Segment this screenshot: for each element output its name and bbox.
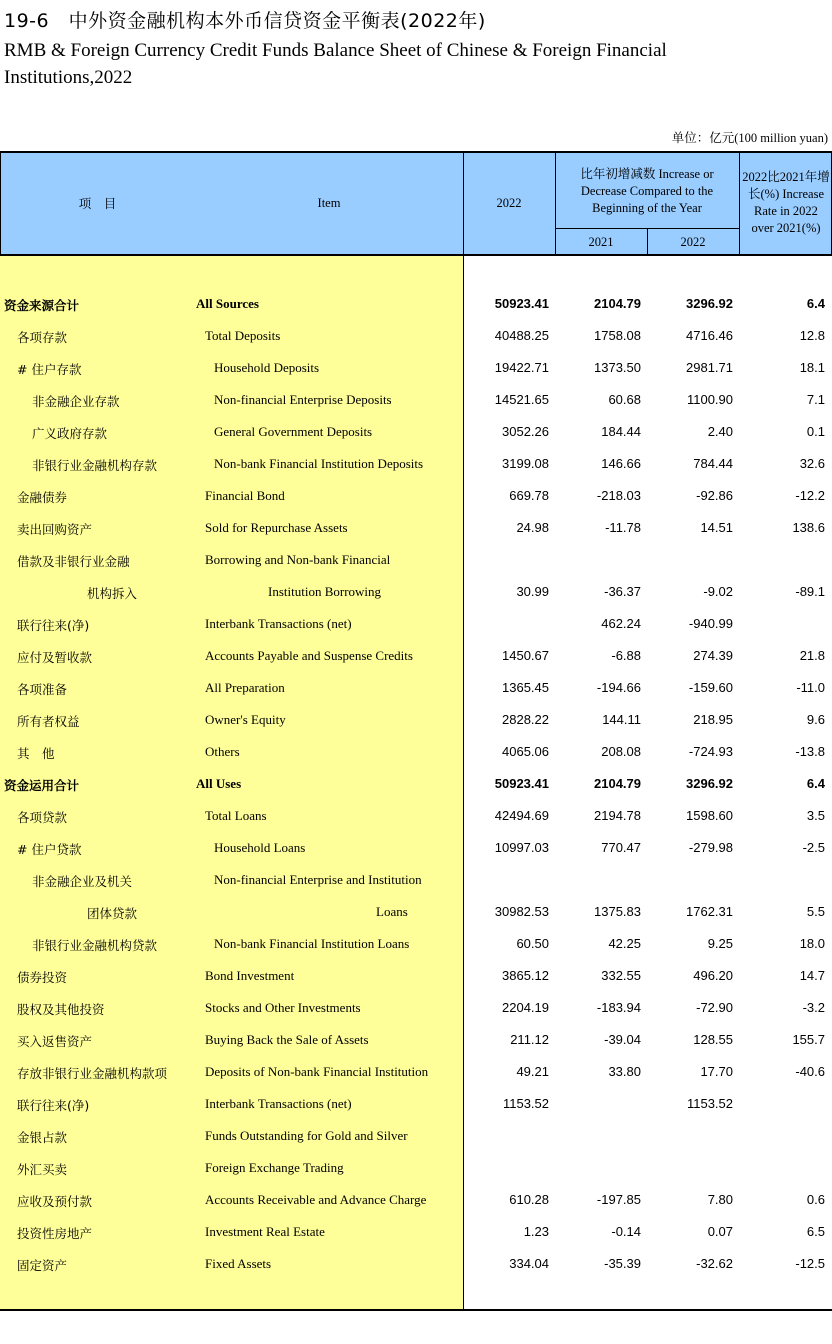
row-label-cn: 外汇买卖 — [17, 1162, 68, 1177]
increase-2021: 2104.79 — [594, 776, 641, 791]
row-label-en: All Uses — [196, 776, 242, 791]
value-2022: 60.50 — [516, 936, 549, 951]
increase-2021: -183.94 — [596, 1000, 641, 1015]
row-label-cn: 固定资产 — [17, 1258, 68, 1273]
header-increase-rate: 2022比2021年增长(%) Increase Rate in 2022 over 2021(%) — [742, 170, 830, 235]
increase-2022: 1762.31 — [686, 904, 733, 919]
increase-2022: -724.93 — [688, 744, 733, 759]
row-label-en: Buying Back the Sale of Assets — [205, 1032, 369, 1047]
table-row — [0, 448, 832, 480]
increase-2021: -11.78 — [605, 520, 641, 535]
value-2022: 50923.41 — [494, 776, 549, 791]
row-label-cn: 股权及其他投资 — [17, 1002, 105, 1017]
table-row — [0, 1120, 832, 1152]
increase-2021: 144.11 — [602, 712, 641, 727]
increase-rate: 6.4 — [806, 776, 825, 791]
value-2022: 42494.69 — [494, 808, 549, 823]
table-row — [0, 512, 832, 544]
value-2022: 10997.03 — [494, 840, 549, 855]
header-item-en: Item — [317, 195, 341, 210]
value-2022: 30.99 — [516, 584, 549, 599]
increase-rate: -11.0 — [796, 680, 825, 695]
bottom-rule — [0, 1309, 832, 1311]
increase-rate: 6.4 — [806, 296, 825, 311]
value-2022: 49.21 — [516, 1064, 549, 1079]
header-item-cn: 项 目 — [78, 195, 117, 211]
row-label-en: Others — [205, 744, 240, 759]
row-label-cn: 资金来源合计 — [4, 298, 80, 313]
table-row — [0, 832, 832, 864]
increase-rate: 32.6 — [799, 456, 825, 471]
increase-2021: -6.88 — [611, 648, 641, 663]
table-row — [0, 320, 832, 352]
increase-2022: -9.02 — [703, 584, 733, 599]
value-2022: 19422.71 — [494, 360, 549, 375]
increase-rate: 18.1 — [799, 360, 825, 375]
row-label-cn: 买入返售资产 — [17, 1034, 93, 1049]
table-row — [0, 384, 832, 416]
row-label-cn: 非银行业金融机构贷款 — [32, 938, 158, 953]
row-label-cn: 各项准备 — [17, 682, 68, 697]
increase-rate: 7.1 — [806, 392, 825, 407]
increase-2022: -32.62 — [696, 1256, 733, 1271]
value-2022: 3865.12 — [502, 968, 549, 983]
table-row — [0, 608, 832, 640]
value-2022: 24.98 — [516, 520, 549, 535]
increase-2021: -218.03 — [596, 488, 641, 503]
row-label-en: Interbank Transactions (net) — [205, 1096, 352, 1111]
increase-2022: 4716.46 — [686, 328, 733, 343]
value-2022: 40488.25 — [494, 328, 549, 343]
increase-2021: 146.66 — [601, 456, 641, 471]
balance-sheet-table — [0, 151, 832, 1311]
increase-2021: 60.68 — [608, 392, 641, 407]
increase-2022: -92.86 — [696, 488, 733, 503]
row-label-cn: 资金运用合计 — [4, 778, 80, 793]
row-label-cn: 其 他 — [17, 746, 55, 761]
row-label-en: All Sources — [196, 296, 259, 311]
table-row — [0, 576, 832, 608]
increase-rate: -13.8 — [795, 744, 825, 759]
table-row — [0, 736, 832, 768]
row-label-en: Household Loans — [214, 840, 306, 855]
row-label-cn: 联行往来(净) — [17, 1098, 90, 1113]
row-label-cn: 应收及预付款 — [17, 1194, 93, 1209]
increase-2022: 9.25 — [707, 936, 733, 951]
row-label-en: Bond Investment — [205, 968, 295, 983]
increase-2021: 208.08 — [601, 744, 641, 759]
row-label-en: Loans — [376, 904, 408, 919]
table-row — [0, 1216, 832, 1248]
increase-2021: 184.44 — [601, 424, 641, 439]
row-label-en: Stocks and Other Investments — [205, 1000, 361, 1015]
row-label-en: Non-financial Enterprise and Institution — [214, 872, 422, 887]
increase-rate: -3.2 — [802, 1000, 825, 1015]
table-row — [0, 1056, 832, 1088]
row-label-en: Institution Borrowing — [268, 584, 382, 599]
increase-2021: 2104.79 — [594, 296, 641, 311]
row-label-en: Non-financial Enterprise Deposits — [214, 392, 392, 407]
increase-rate: 9.6 — [806, 712, 825, 727]
row-label-cn: 金融债券 — [17, 490, 68, 505]
row-label-cn: 债券投资 — [17, 970, 68, 985]
row-label-cn: 非金融企业存款 — [32, 394, 120, 409]
table-row — [0, 544, 832, 576]
header-increase-group: 比年初增减数 Increase or Decrease Compared to the Beginning of the Year — [580, 166, 714, 215]
row-label-en: Accounts Payable and Suspense Credits — [205, 648, 413, 663]
row-label-en: Non-bank Financial Institution Loans — [214, 936, 410, 951]
table-row — [0, 768, 832, 800]
table-row — [0, 1248, 832, 1280]
increase-2022: 0.07 — [707, 1224, 733, 1239]
row-label-en: Deposits of Non-bank Financial Institution — [205, 1064, 429, 1079]
row-label-cn: 应付及暂收款 — [17, 650, 93, 665]
increase-2022: 274.39 — [693, 648, 733, 663]
increase-2022: 3296.92 — [686, 776, 733, 791]
increase-rate: 0.1 — [806, 424, 825, 439]
table-row — [0, 1088, 832, 1120]
row-label-cn: 卖出回购资产 — [17, 522, 93, 537]
row-label-cn: 各项贷款 — [17, 810, 68, 825]
row-label-en: Non-bank Financial Institution Deposits — [214, 456, 424, 471]
row-label-en: Sold for Repurchase Assets — [205, 520, 348, 535]
row-label-cn: 各项存款 — [17, 330, 68, 345]
row-label-en: Fixed Assets — [205, 1256, 272, 1271]
increase-2021: 33.80 — [608, 1064, 641, 1079]
increase-rate: 138.6 — [792, 520, 825, 535]
row-label-cn: 所有者权益 — [17, 714, 80, 729]
increase-2022: 1100.90 — [686, 392, 733, 407]
row-label-cn: 团体贷款 — [87, 906, 138, 921]
table-row — [0, 352, 832, 384]
increase-rate: -12.5 — [795, 1256, 825, 1271]
value-2022: 3052.26 — [502, 424, 549, 439]
header-sub-2021: 2021 — [588, 234, 614, 249]
table-row — [0, 864, 832, 896]
table-row — [0, 1152, 832, 1184]
table-row — [0, 992, 832, 1024]
row-label-cn: 联行往来(净) — [17, 618, 90, 633]
increase-rate: -12.2 — [795, 488, 825, 503]
value-2022: 2204.19 — [502, 1000, 549, 1015]
increase-rate: -89.1 — [795, 584, 825, 599]
value-2022: 669.78 — [509, 488, 549, 503]
increase-2021: 332.55 — [601, 968, 641, 983]
row-label-cn: 非金融企业及机关 — [32, 874, 133, 889]
increase-2021: 1375.83 — [594, 904, 641, 919]
increase-2022: 1153.52 — [686, 1096, 733, 1111]
increase-rate: 18.0 — [799, 936, 825, 951]
increase-2022: 2981.71 — [686, 360, 733, 375]
increase-2022: -940.99 — [688, 616, 733, 631]
increase-rate: -2.5 — [802, 840, 825, 855]
increase-2022: -159.60 — [688, 680, 733, 695]
row-label-en: Foreign Exchange Trading — [205, 1160, 344, 1175]
unit-label: 单位：亿元(100 million yuan) — [671, 131, 828, 145]
row-label-cn: 投资性房地产 — [17, 1226, 93, 1241]
row-label-cn: 机构拆入 — [87, 586, 138, 601]
value-2022: 334.04 — [509, 1256, 549, 1271]
table-row — [0, 640, 832, 672]
row-label-en: Funds Outstanding for Gold and Silver — [205, 1128, 408, 1143]
increase-2021: 770.47 — [601, 840, 641, 855]
value-2022: 50923.41 — [494, 296, 549, 311]
table-row — [0, 800, 832, 832]
row-label-cn: 借款及非银行业金融 — [17, 554, 130, 569]
increase-rate: 5.5 — [806, 904, 825, 919]
page-title-cn: 19-6 中外资金融机构本外币信贷资金平衡表(2022年) — [4, 10, 486, 32]
increase-2022: -72.90 — [696, 1000, 733, 1015]
table-row — [0, 672, 832, 704]
value-2022: 4065.06 — [502, 744, 549, 759]
increase-2022: 7.80 — [707, 1192, 733, 1207]
increase-2021: -35.39 — [604, 1256, 641, 1271]
increase-2022: 17.70 — [700, 1064, 733, 1079]
row-label-cn: 存放非银行业金融机构款项 — [17, 1066, 168, 1081]
increase-2022: 1598.60 — [686, 808, 733, 823]
table-row — [0, 288, 832, 320]
table-row — [0, 928, 832, 960]
increase-2021: -0.14 — [611, 1224, 641, 1239]
header-2022: 2022 — [496, 195, 522, 210]
value-2022: 211.12 — [510, 1032, 549, 1047]
increase-rate: 21.8 — [799, 648, 825, 663]
increase-2022: 3296.92 — [686, 296, 733, 311]
increase-rate: 12.8 — [799, 328, 825, 343]
row-label-en: Financial Bond — [205, 488, 285, 503]
row-label-en: Owner's Equity — [205, 712, 286, 727]
increase-rate: 3.5 — [806, 808, 825, 823]
value-2022: 1153.52 — [502, 1096, 549, 1111]
value-2022: 3199.08 — [502, 456, 549, 471]
row-label-cn: # 住户存款 — [17, 362, 82, 377]
increase-2021: 1373.50 — [594, 360, 641, 375]
value-2022: 610.28 — [509, 1192, 549, 1207]
row-label-en: Total Deposits — [205, 328, 281, 343]
value-2022: 14521.65 — [494, 392, 549, 407]
row-label-cn: 非银行业金融机构存款 — [32, 458, 158, 473]
increase-rate: 6.5 — [806, 1224, 825, 1239]
table-row — [0, 960, 832, 992]
increase-2021: 462.24 — [601, 616, 641, 631]
table-row — [0, 1184, 832, 1216]
row-label-en: Accounts Receivable and Advance Charge — [205, 1192, 427, 1207]
value-2022: 2828.22 — [502, 712, 549, 727]
table-row — [0, 416, 832, 448]
row-label-cn: 广义政府存款 — [32, 426, 108, 441]
increase-2021: 1758.08 — [594, 328, 641, 343]
value-2022: 30982.53 — [494, 904, 549, 919]
increase-2022: 2.40 — [707, 424, 733, 439]
increase-rate: 14.7 — [799, 968, 825, 983]
row-label-en: Interbank Transactions (net) — [205, 616, 352, 631]
row-label-en: Total Loans — [205, 808, 267, 823]
increase-2021: 2194.78 — [594, 808, 641, 823]
table-row — [0, 704, 832, 736]
row-label-en: Investment Real Estate — [205, 1224, 325, 1239]
value-2022: 1.23 — [523, 1224, 549, 1239]
increase-2022: 14.51 — [700, 520, 733, 535]
value-2022: 1365.45 — [502, 680, 549, 695]
increase-2021: 42.25 — [608, 936, 641, 951]
increase-2022: -279.98 — [688, 840, 733, 855]
increase-rate: -40.6 — [795, 1064, 825, 1079]
divider-increase-rate — [739, 151, 740, 256]
increase-2021: -39.04 — [604, 1032, 641, 1047]
increase-2022: 218.95 — [693, 712, 733, 727]
increase-2021: -197.85 — [596, 1192, 641, 1207]
increase-2022: 496.20 — [693, 968, 733, 983]
increase-rate: 155.7 — [792, 1032, 825, 1047]
row-label-cn: 金银占款 — [17, 1130, 68, 1145]
table-row — [0, 480, 832, 512]
table-row — [0, 896, 832, 928]
page-title-en: RMB & Foreign Currency Credit Funds Balance Sheet of Chinese & Foreign Financial Institutions,2022 — [4, 40, 667, 88]
row-label-cn: # 住户贷款 — [17, 842, 82, 857]
value-2022: 1450.67 — [502, 648, 549, 663]
header-sub-2022: 2022 — [680, 234, 706, 249]
increase-2021: -36.37 — [604, 584, 641, 599]
increase-2022: 128.55 — [693, 1032, 733, 1047]
increase-rate: 0.6 — [806, 1192, 825, 1207]
increase-2021: -194.66 — [596, 680, 641, 695]
row-label-en: Borrowing and Non-bank Financial — [205, 552, 391, 567]
increase-2022: 784.44 — [693, 456, 733, 471]
row-label-en: General Government Deposits — [214, 424, 373, 439]
row-label-en: All Preparation — [205, 680, 285, 695]
table-row — [0, 1024, 832, 1056]
row-label-en: Household Deposits — [214, 360, 320, 375]
